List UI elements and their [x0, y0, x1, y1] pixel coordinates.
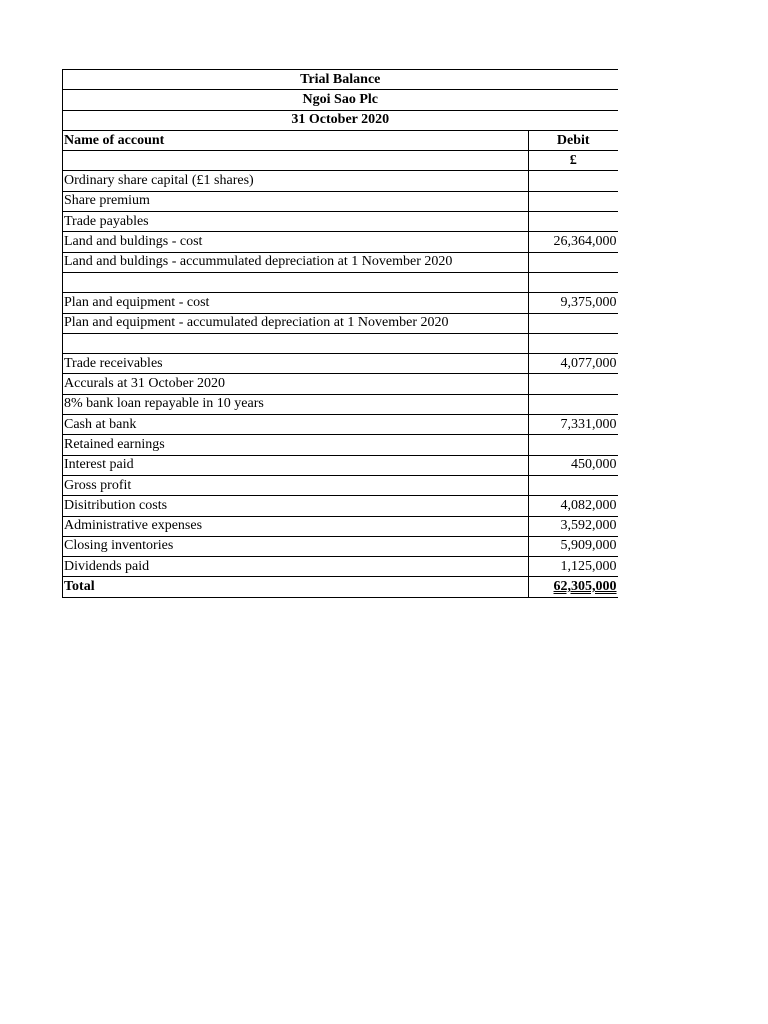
account-name: Administrative expenses: [63, 516, 529, 536]
title-row: [63, 70, 618, 90]
account-name: Dividends paid: [63, 557, 529, 577]
table-row: [63, 496, 618, 516]
debit-value: [529, 374, 618, 394]
debit-value: [529, 333, 618, 353]
table-row: [63, 354, 618, 374]
currency-row: [63, 151, 618, 171]
debit-value: [529, 272, 618, 292]
table-row: [63, 435, 618, 455]
table-row: [63, 475, 618, 495]
account-name: Plan and equipment - cost: [63, 293, 529, 313]
table-row: [63, 313, 618, 333]
debit-value: 9,375,000: [529, 293, 618, 313]
debit-value: 26,364,000: [529, 232, 618, 252]
account-name: [63, 333, 529, 353]
debit-value: 4,082,000: [529, 496, 618, 516]
debit-value: 7,331,000: [529, 415, 618, 435]
debit-value: [529, 171, 618, 191]
table-row: [63, 171, 618, 191]
account-name: Closing inventories: [63, 536, 529, 556]
total-row: [63, 577, 618, 597]
table-row: [63, 293, 618, 313]
debit-value: [529, 475, 618, 495]
table-row: [63, 272, 618, 292]
table-row: [63, 212, 618, 232]
name-column-header: Name of account: [63, 130, 529, 150]
report-title: Trial Balance: [63, 70, 618, 90]
table-row: [63, 415, 618, 435]
debit-value: 5,909,000: [529, 536, 618, 556]
company-name: Ngoi Sao Plc: [63, 90, 618, 110]
table-row: [63, 333, 618, 353]
account-name: Accurals at 31 October 2020: [63, 374, 529, 394]
total-label: Total: [63, 577, 529, 597]
column-header-row: [63, 130, 618, 150]
debit-column-header: Debit: [529, 130, 618, 150]
debit-value: [529, 191, 618, 211]
trial-balance-sheet: [62, 69, 617, 598]
debit-value: 1,125,000: [529, 557, 618, 577]
account-name: Land and buldings - accummulated depreciation at 1 November 2020: [63, 252, 529, 272]
trial-balance-table: [62, 69, 618, 598]
table-row: [63, 232, 618, 252]
account-name: Interest paid: [63, 455, 529, 475]
account-name: 8% bank loan repayable in 10 years: [63, 394, 529, 414]
table-row: [63, 516, 618, 536]
table-row: [63, 557, 618, 577]
debit-value: [529, 313, 618, 333]
debit-value: 450,000: [529, 455, 618, 475]
table-row: [63, 252, 618, 272]
debit-value: 3,592,000: [529, 516, 618, 536]
table-row: [63, 455, 618, 475]
account-name: Gross profit: [63, 475, 529, 495]
account-name: Plan and equipment - accumulated depreciation at 1 November 2020: [63, 313, 529, 333]
account-name: Trade receivables: [63, 354, 529, 374]
account-name: Land and buldings - cost: [63, 232, 529, 252]
account-name: Trade payables: [63, 212, 529, 232]
account-name: [63, 272, 529, 292]
table-row: [63, 536, 618, 556]
debit-value: [529, 212, 618, 232]
account-name: Retained earnings: [63, 435, 529, 455]
currency-symbol: £: [529, 151, 618, 171]
debit-value: 4,077,000: [529, 354, 618, 374]
date-row: [63, 110, 618, 130]
total-debit: 62,305,000: [529, 577, 618, 597]
account-name: Ordinary share capital (£1 shares): [63, 171, 529, 191]
table-row: [63, 374, 618, 394]
table-row: [63, 191, 618, 211]
debit-value: [529, 435, 618, 455]
currency-row-blank: [63, 151, 529, 171]
account-name: Share premium: [63, 191, 529, 211]
table-row: [63, 394, 618, 414]
debit-value: [529, 394, 618, 414]
account-name: Cash at bank: [63, 415, 529, 435]
account-name: Disitribution costs: [63, 496, 529, 516]
report-date: 31 October 2020: [63, 110, 618, 130]
debit-value: [529, 252, 618, 272]
company-row: [63, 90, 618, 110]
